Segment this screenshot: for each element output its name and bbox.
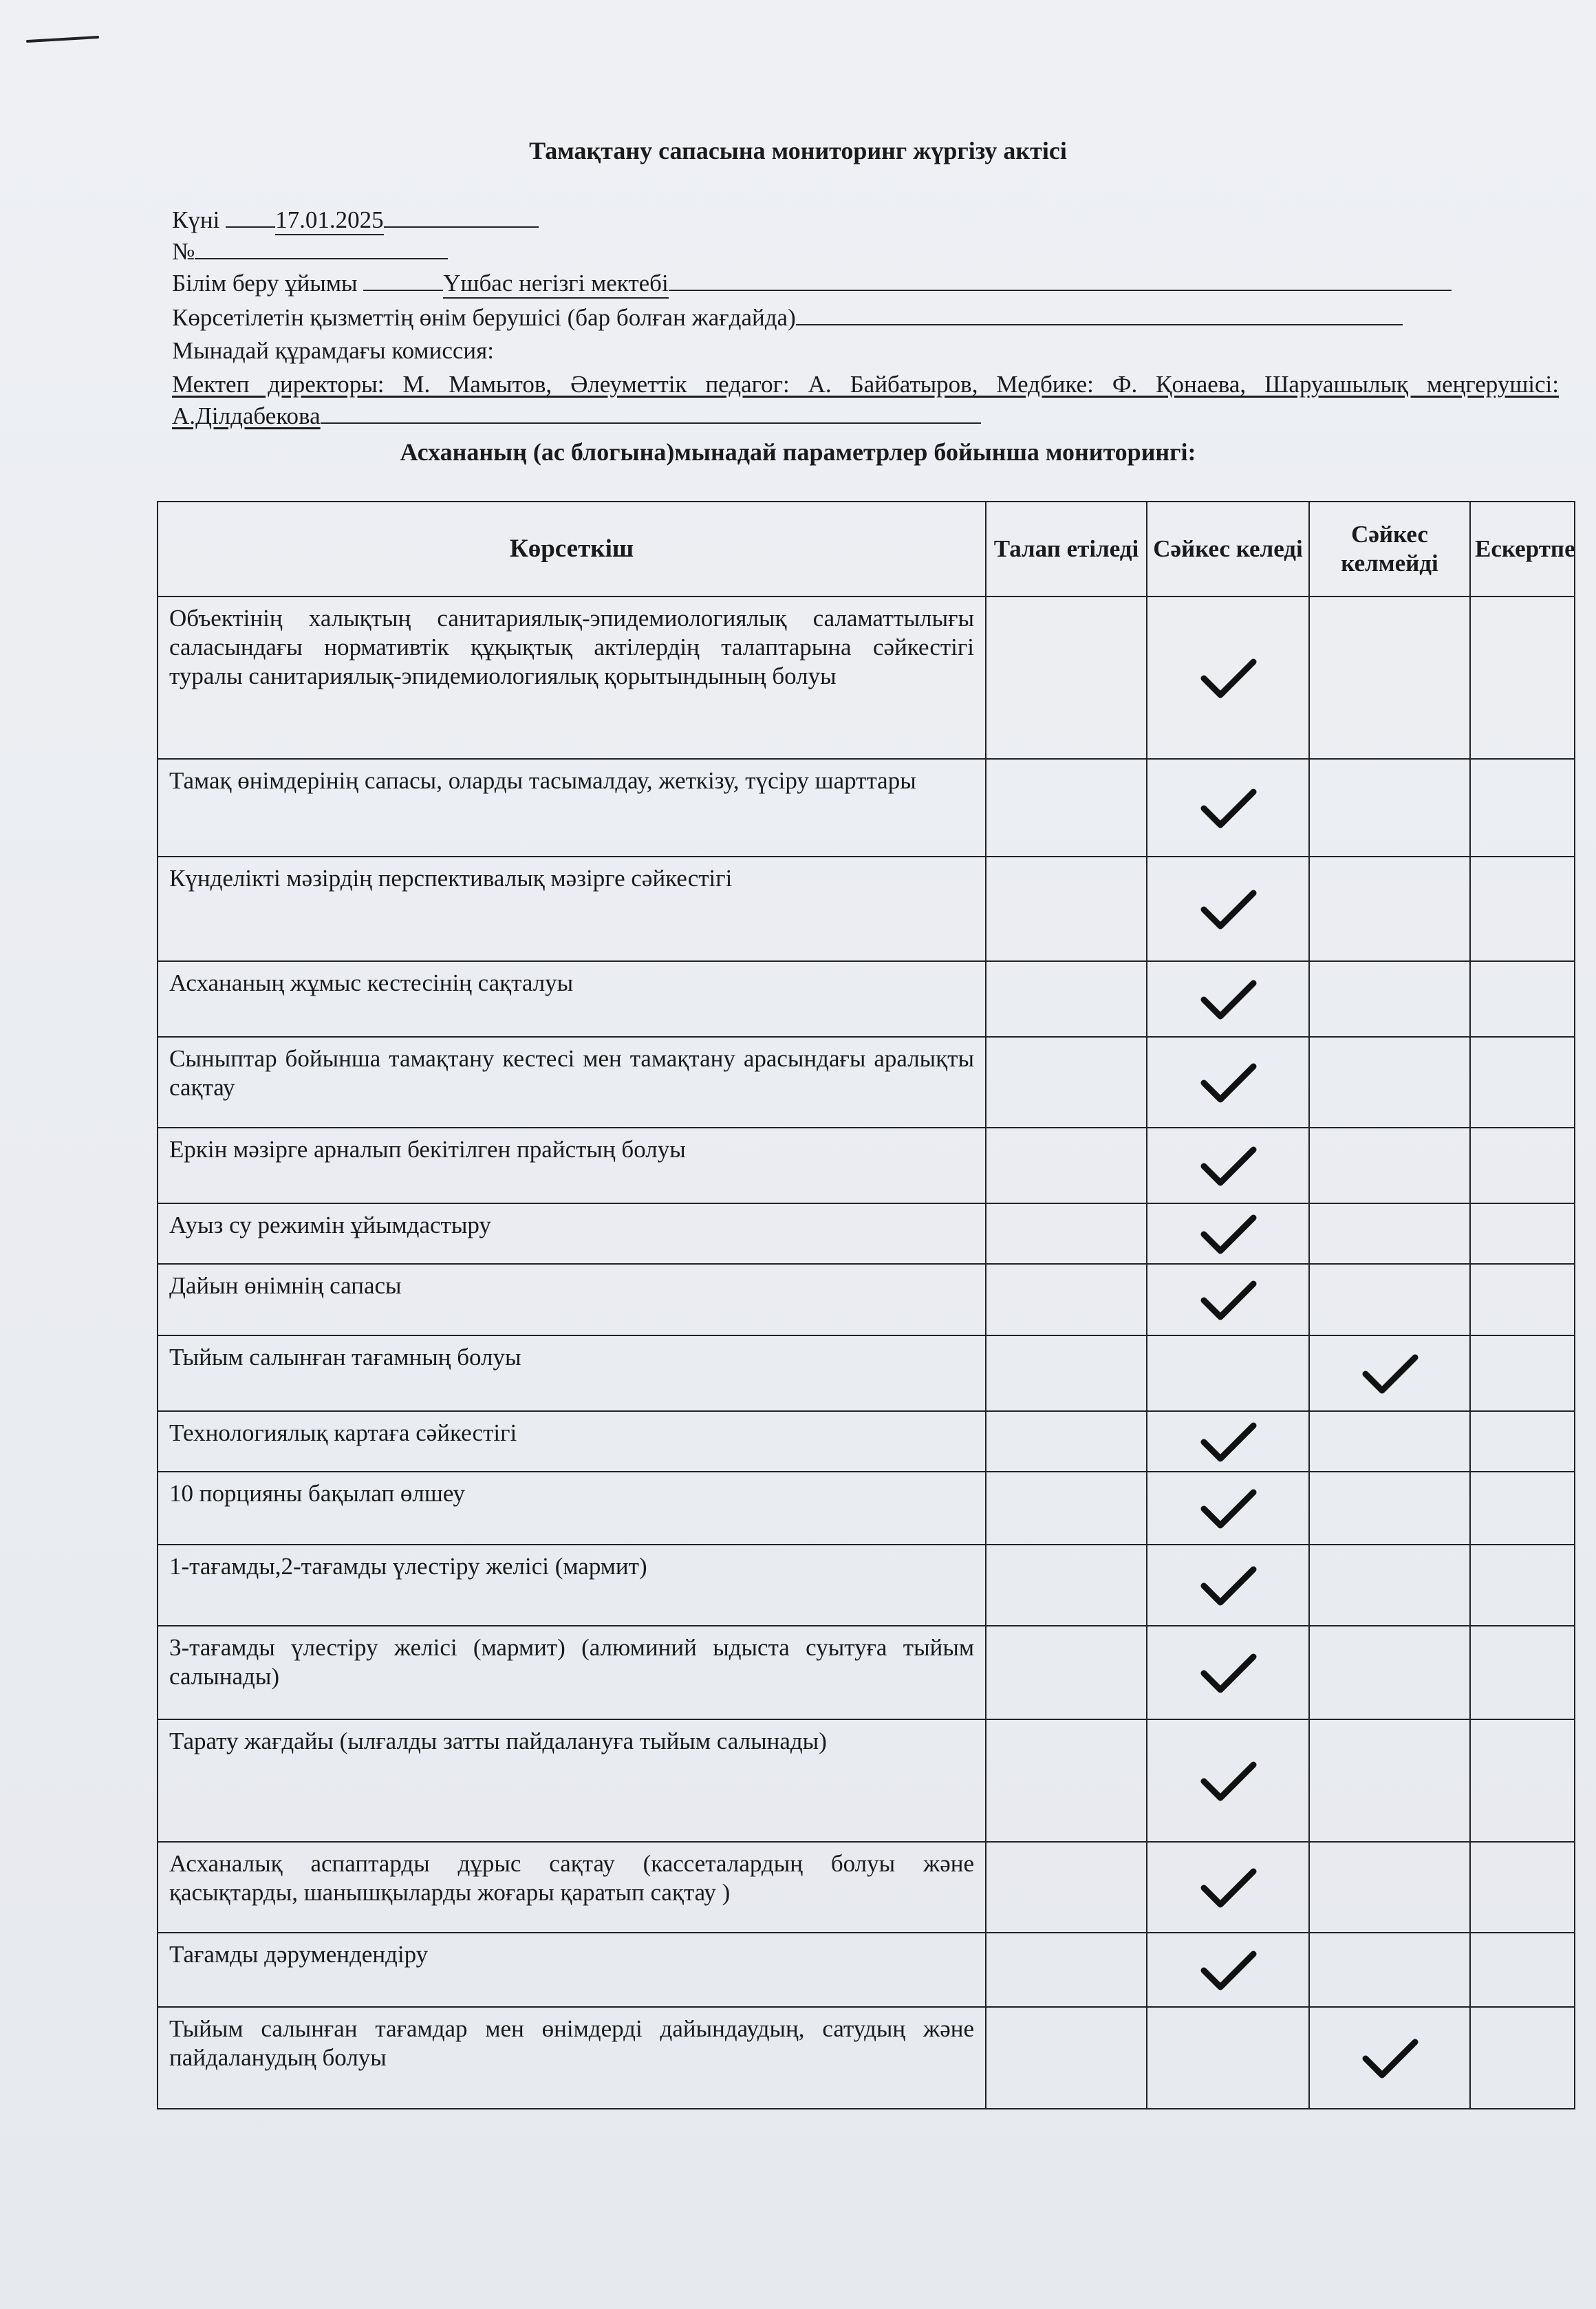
commission-members: Мектеп директоры: М. Мамытов, Әлеуметтік педагог: А. Байбатыров, Медбике: Ф. Қонаева, Шаруашылық меңгерушісі: А.Ділдабекова [172,371,1559,429]
check-mark-icon [1197,1648,1259,1697]
indicator-cell: Күнделікті мәзірдің перспективалық мәзірге сәйкестігі [158,857,986,961]
check-mark-icon [1197,885,1259,933]
note-cell [1470,597,1575,759]
table-header-row [158,502,1575,597]
table-row [158,597,1575,759]
table-subtitle: Асхананың (ас блогына)мынадай параметрлер бойынша мониторингі: [400,438,1196,466]
indicator-cell: Асхананың жұмыс кестесінің сақталуы [158,961,986,1037]
check-mark-icon [1197,784,1259,832]
not-complies-cell [1309,1264,1470,1335]
table-row [158,1264,1575,1335]
indicator-cell: 3-тағамды үлестіру желісі (мармит) (алюминий ыдыста суытуға тыйым салынады) [158,1626,986,1719]
note-cell [1470,961,1575,1037]
required-cell [986,597,1147,759]
date-line [172,206,539,235]
required-cell [986,1472,1147,1545]
complies-cell [1147,1626,1309,1719]
check-mark-icon [1197,975,1259,1023]
table-row [158,1472,1575,1545]
note-cell [1470,1472,1575,1545]
not-complies-cell [1309,759,1470,857]
table-row [158,961,1575,1037]
required-cell [986,1545,1147,1626]
check-mark-icon [1197,1276,1259,1324]
indicator-cell: Сыныптар бойынша тамақтану кестесі мен тамақтану арасындағы аралықты сақтау [158,1037,986,1128]
header-note: Ескертпе [1470,502,1575,597]
complies-cell [1147,1545,1309,1626]
not-complies-cell [1309,1545,1470,1626]
complies-cell [1147,1335,1309,1411]
complies-cell [1147,1264,1309,1335]
check-mark-icon [1197,1757,1259,1805]
required-cell [986,1719,1147,1842]
complies-cell [1147,1203,1309,1264]
organization-label: Білім беру ұйымы [172,270,358,297]
complies-cell [1147,961,1309,1037]
complies-cell [1147,857,1309,961]
table-row [158,2007,1575,2109]
indicator-cell: Тағамды дәрумендендіру [158,1933,986,2007]
table-row [158,1128,1575,1203]
table-row [158,1545,1575,1626]
check-mark-icon [1197,1561,1259,1609]
provider-line [172,304,1403,332]
indicator-cell: 1-тағамды,2-тағамды үлестіру желісі (мармит) [158,1545,986,1626]
complies-cell [1147,2007,1309,2109]
complies-cell [1147,1933,1309,2007]
complies-cell [1147,1037,1309,1128]
indicator-cell: Асханалық аспаптарды дұрыс сақтау (кассеталардың болуы және қасықтарды, шанышқыларды жоғары қаратып сақтау ) [158,1842,986,1933]
table-row [158,857,1575,961]
complies-cell [1147,1472,1309,1545]
complies-cell [1147,1719,1309,1842]
not-complies-cell [1309,1411,1470,1472]
table-row [158,759,1575,857]
number-line [172,238,448,266]
not-complies-cell [1309,1037,1470,1128]
complies-cell [1147,1411,1309,1472]
monitoring-table [157,501,1575,2109]
note-cell [1470,1411,1575,1472]
number-label: № [172,238,195,265]
check-mark-icon [1359,2034,1421,2082]
table-row [158,1037,1575,1128]
required-cell [986,1203,1147,1264]
required-cell [986,857,1147,961]
required-cell [986,1264,1147,1335]
indicator-cell: Тамақ өнімдерінің сапасы, оларды тасымалдау, жеткізу, түсіру шарттары [158,759,986,857]
required-cell [986,961,1147,1037]
note-cell [1470,1719,1575,1842]
indicator-cell: Тыйым салынған тағамның болуы [158,1335,986,1411]
header-required: Талап етіледі [986,502,1147,597]
required-cell [986,1842,1147,1933]
indicator-cell: Объектінің халықтың санитариялық-эпидемиологиялық саламаттылығы саласындағы нормативтік құқықтық актілердің талаптарына сәйкестігі туралы санитариялық-эпидемиологиялық қорытындының болуы [158,597,986,759]
check-mark-icon [1197,654,1259,702]
required-cell [986,1626,1147,1719]
table-row [158,1203,1575,1264]
required-cell [986,1128,1147,1203]
note-cell [1470,1037,1575,1128]
indicator-cell: Технологиялық картаға сәйкестігі [158,1411,986,1472]
note-cell [1470,1128,1575,1203]
check-mark-icon [1197,1210,1259,1258]
indicator-cell: Тарату жағдайы (ылғалды затты пайдалануға тыйым салынады) [158,1719,986,1842]
not-complies-cell [1309,597,1470,759]
not-complies-cell [1309,1719,1470,1842]
not-complies-cell [1309,2007,1470,2109]
check-mark-icon [1197,1417,1259,1465]
pen-stroke-mark [26,36,100,43]
organization-value: Үшбас негізгі мектебі [443,270,668,299]
not-complies-cell [1309,1203,1470,1264]
not-complies-cell [1309,1933,1470,2007]
note-cell [1470,1264,1575,1335]
commission-label: Мынадай құрамдағы комиссия: [172,337,494,364]
check-mark-icon [1197,1058,1259,1106]
note-cell [1470,1335,1575,1411]
organization-line [172,270,1452,299]
header-indicator: Көрсеткіш [158,502,986,597]
table-row [158,1335,1575,1411]
required-cell [986,759,1147,857]
date-value: 17.01.2025 [275,206,384,235]
table-row [158,1411,1575,1472]
commission-members-block [172,369,1559,432]
required-cell [986,1335,1147,1411]
required-cell [986,1037,1147,1128]
check-mark-icon [1197,1141,1259,1190]
not-complies-cell [1309,1472,1470,1545]
complies-cell [1147,1128,1309,1203]
table-row [158,1933,1575,2007]
note-cell [1470,1933,1575,2007]
complies-cell [1147,597,1309,759]
required-cell [986,1933,1147,2007]
header-complies: Сәйкес келеді [1147,502,1309,597]
check-mark-icon [1359,1349,1421,1397]
document-title: Тамақтану сапасына мониторинг жүргізу актісі [529,137,1067,164]
note-cell [1470,759,1575,857]
complies-cell [1147,1842,1309,1933]
note-cell [1470,1203,1575,1264]
table-row [158,1719,1575,1842]
not-complies-cell [1309,1626,1470,1719]
required-cell [986,2007,1147,2109]
indicator-cell: 10 порцияны бақылап өлшеу [158,1472,986,1545]
note-cell [1470,1545,1575,1626]
indicator-cell: Ауыз су режимін ұйымдастыру [158,1203,986,1264]
table-row [158,1842,1575,1933]
not-complies-cell [1309,1335,1470,1411]
date-label: Күні [172,206,220,233]
note-cell [1470,857,1575,961]
note-cell [1470,1626,1575,1719]
indicator-cell: Тыйым салынған тағамдар мен өнімдерді дайындаудың, сатудың және пайдаланудың болуы [158,2007,986,2109]
note-cell [1470,2007,1575,2109]
complies-cell [1147,759,1309,857]
not-complies-cell [1309,961,1470,1037]
required-cell [986,1411,1147,1472]
header-not-complies: Сәйкес келмейді [1309,502,1470,597]
check-mark-icon [1197,1484,1259,1532]
indicator-cell: Еркін мәзірге арналып бекітілген прайстың болуы [158,1128,986,1203]
table-row [158,1626,1575,1719]
not-complies-cell [1309,1128,1470,1203]
indicator-cell: Дайын өнімнің сапасы [158,1264,986,1335]
provider-label: Көрсетілетін қызметтің өнім берушісі (бар болған жағдайда) [172,304,796,331]
note-cell [1470,1842,1575,1933]
not-complies-cell [1309,1842,1470,1933]
check-mark-icon [1197,1863,1259,1911]
check-mark-icon [1197,1946,1259,1994]
not-complies-cell [1309,857,1470,961]
